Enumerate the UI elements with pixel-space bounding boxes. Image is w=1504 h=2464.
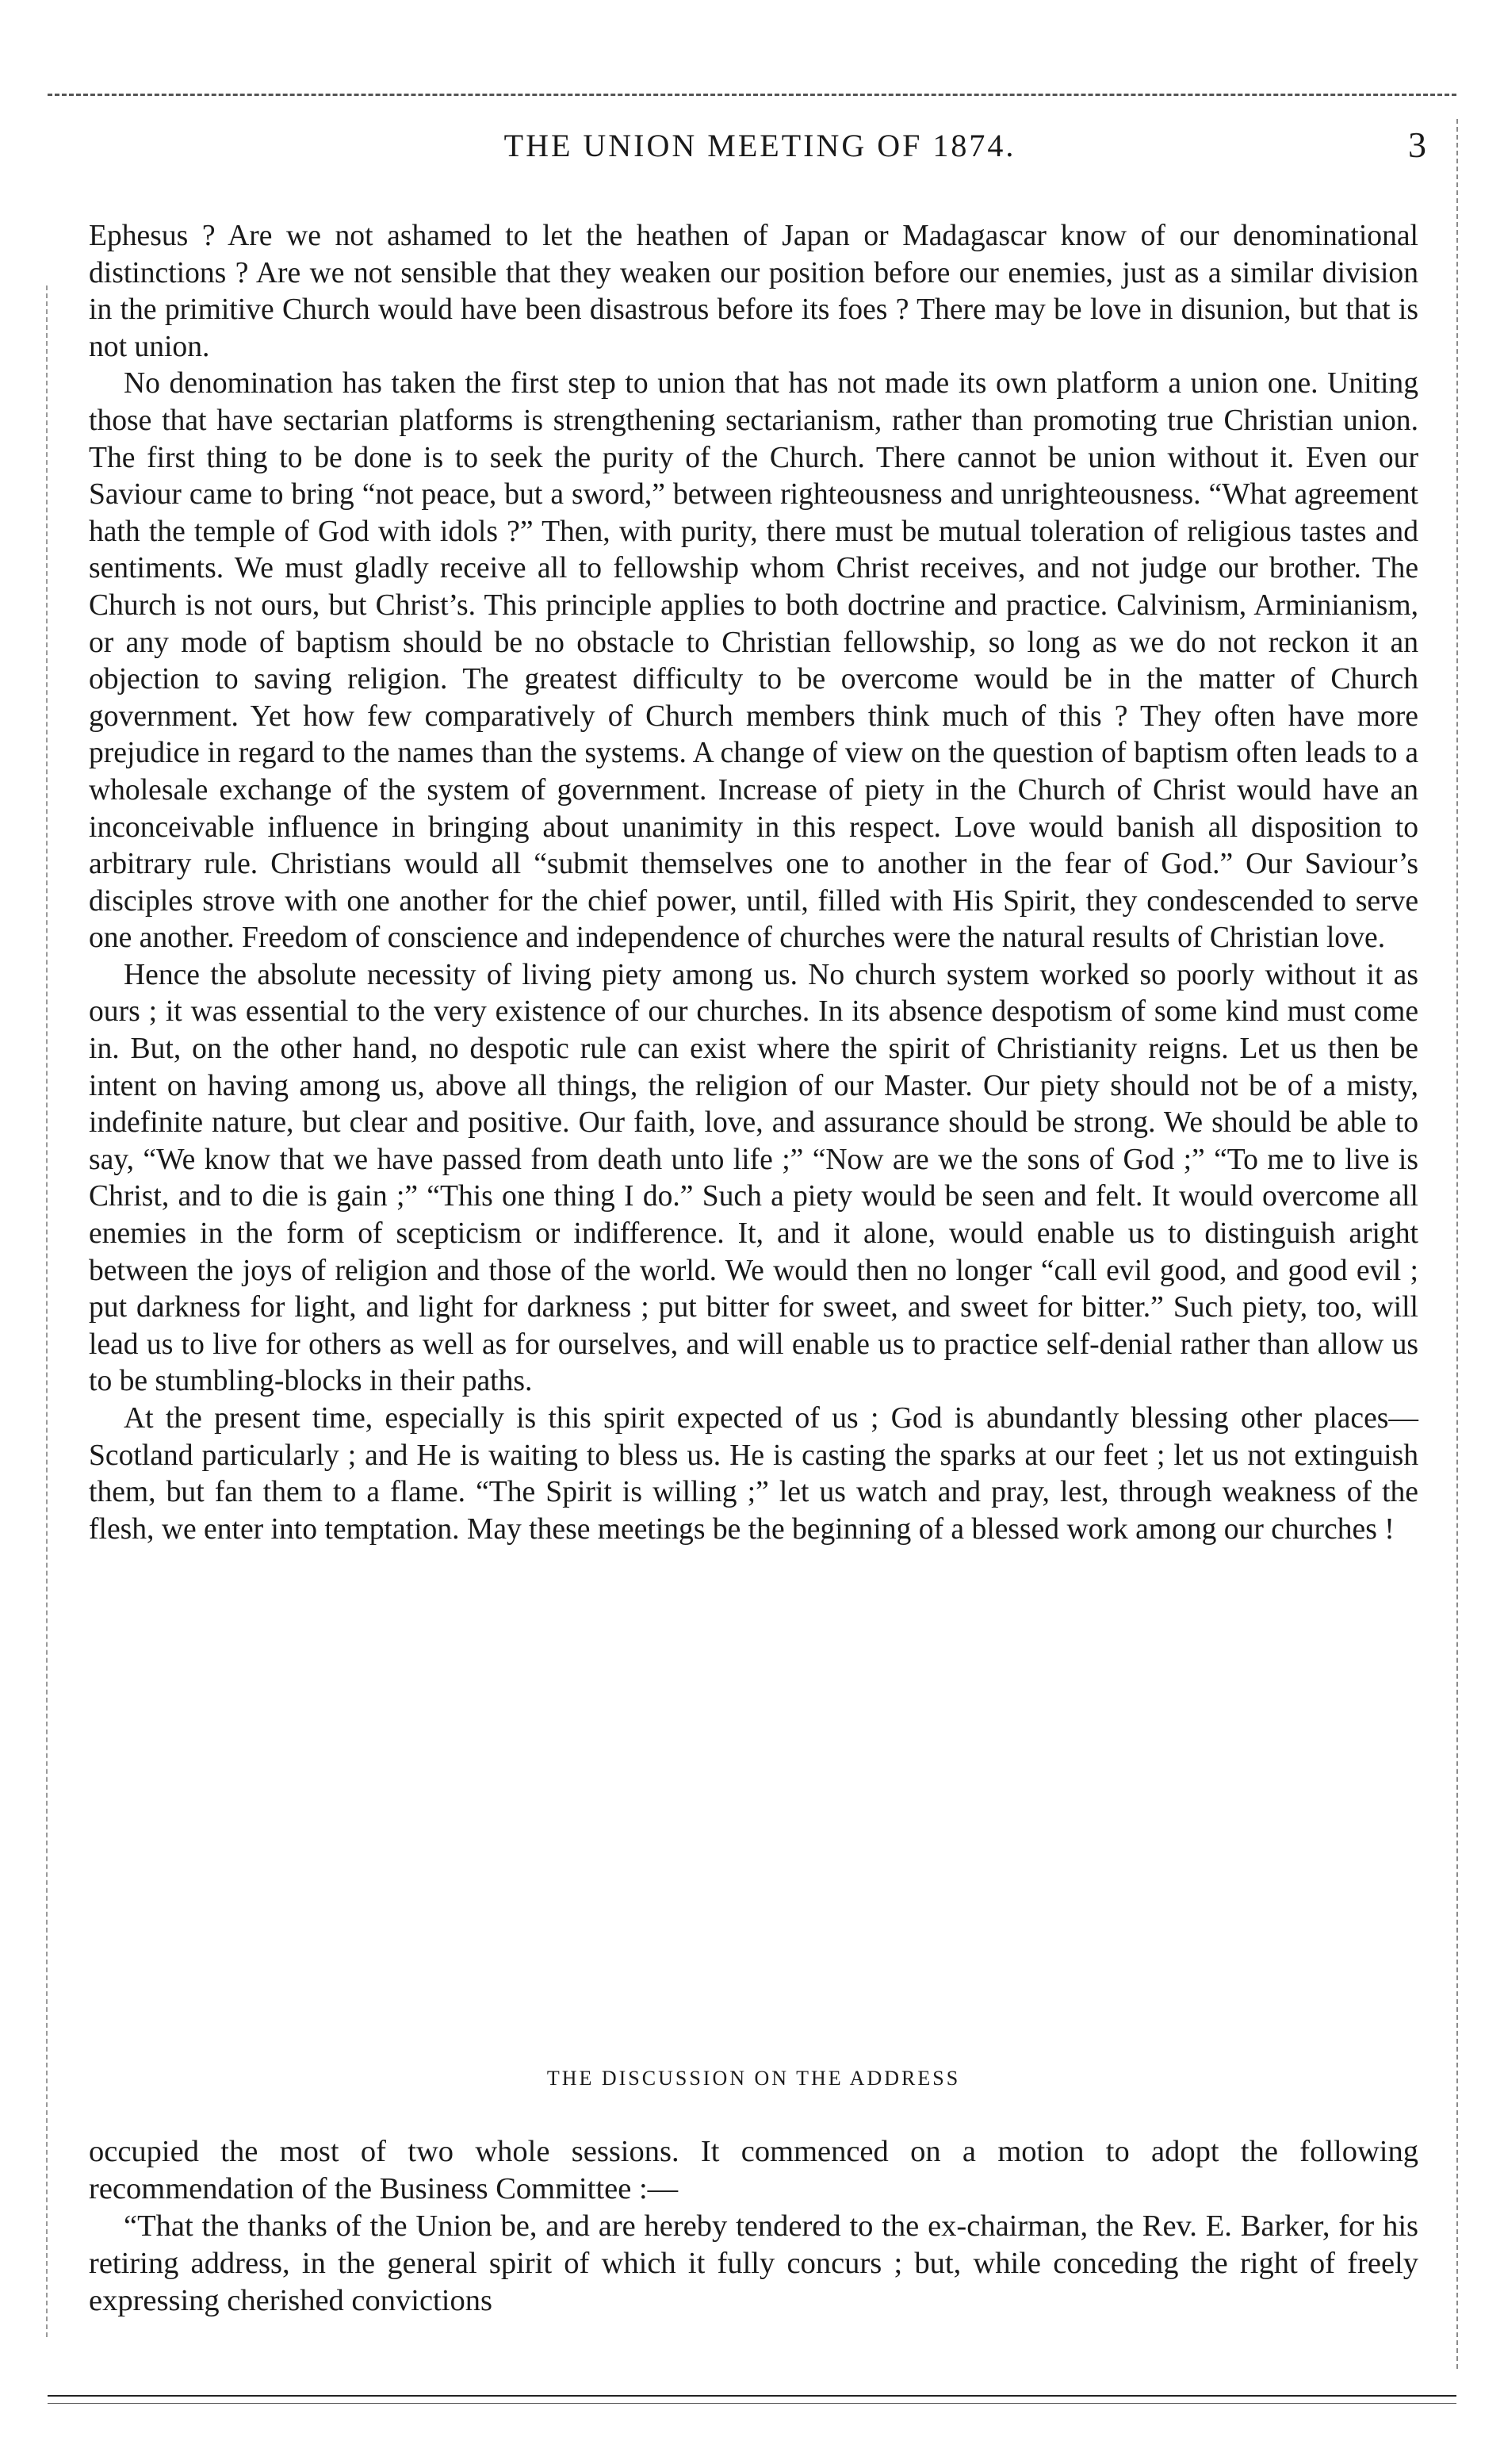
right-margin-rule [1456,119,1458,2369]
paragraph: At the present time, especially is this spirit expected of us ; God is abundantly blessing other places—Scotland particularly ; and He is waiting to bless us. He is casting the sparks at our feet ; let us not extinguish them, but fan them to a flame. “The Spirit is willing ;” let us watch and pray, lest, through weakness of the flesh, we enter into temptation. May these meetings be the beginning of a blessed work among our churches ! [89,1402,1418,1546]
top-rule [48,94,1456,96]
running-head: THE UNION MEETING OF 1874. [503,128,1016,163]
paragraph: occupied the most of two whole sessions. It commenced on a motion to adopt the following recommendation of the Business Committee :— [89,2135,1418,2205]
left-margin-rule [46,285,48,2337]
section-body-text [89,2133,1418,2320]
page-number: 3 [1408,125,1426,165]
bottom-rule [48,2395,1456,2397]
paragraph: Hence the absolute necessity of living piety among us. No church system worked so poorly without it as ours ; it was essential to the very existence of our churches. In its absence despotism of some kind must come in. But, on the other hand, no despotic rule can exist where the spirit of Christianity reigns. Let us then be intent on having among us, above all things, the religion of our Master. Our piety should not be of a misty, indefinite nature, but clear and positive. Our faith, love, and assurance should be strong. We should be able to say, “We know that we have passed from death unto life ;” “Now are we the sons of God ;” “To me to live is Christ, and to die is gain ;” “This one thing I do.” Such a piety would be seen and felt. It would overcome all enemies in the form of scepticism or indifference. It, and it alone, would enable us to distinguish aright between the joys of religion and those of the world. We would then no longer “call evil good, and good evil ; put darkness for light, and light for darkness ; put bitter for sweet, and sweet for bitter.” Such piety, too, will lead us to live for others as well as for ourselves, and will enable us to practice self-denial rather than allow us to be stumbling-blocks in their paths. [89,958,1418,1398]
paragraph: No denomination has taken the first step to union that has not made its own platform a union one. Uniting those that have sectarian platforms is strengthening sectarianism, rather than promoting true Christian union. The first thing to be done is to seek the purity of the Church. There cannot be union without it. Even our Saviour came to bring “not peace, but a sword,” between righteousness and unrighteousness. “What agreement hath the temple of God with idols ?” Then, with purity, there must be mutual toleration of religious tastes and sentiments. We must gladly receive all to fellowship whom Christ receives, and not judge our brother. The Church is not ours, but Christ’s. This principle applies to both doctrine and practice. Calvinism, Arminianism, or any mode of baptism should be no obstacle to Christian fellowship, so long as we do not reckon it an objection to saving religion. The greatest difficulty to be overcome would be in the matter of Church government. Yet how few comparatively of Church members think much of this ? They often have more prejudice in regard to the names than the systems. A change of view on the question of baptism often leads to a wholesale exchange of the system of government. Increase of piety in the Church of Christ would have an inconceivable influence in bringing about unanimity in this respect. Love would banish all disposition to arbitrary rule. Christians would all “submit themselves one to another in the fear of God.” Our Saviour’s disciples strove with one another for the chief power, until, filled with His Spirit, they condescended to serve one another. Freedom of conscience and independence of churches were the natural results of Christian love. [89,367,1418,955]
page-header [87,127,1433,182]
paragraph: “That the thanks of the Union be, and are hereby tendered to the ex-chairman, the Rev. E. Barker, for his retiring address, in the general spirit of which it fully concurs ; but, while conceding the right of freely expressing cherished convictions [89,2209,1418,2317]
paragraph: Ephesus ? Are we not ashamed to let the heathen of Japan or Madagascar know of our denominational distinctions ? Are we not sensible that they weaken our position before our enemies, just as a similar division in the primitive Church would have been disastrous before its foes ? There may be love in disunion, but that is not union. [89,220,1418,363]
body-text [89,218,1418,1548]
section-heading: THE DISCUSSION ON THE ADDRESS [546,2067,961,2090]
bottom-rule-thin [48,2403,1456,2404]
